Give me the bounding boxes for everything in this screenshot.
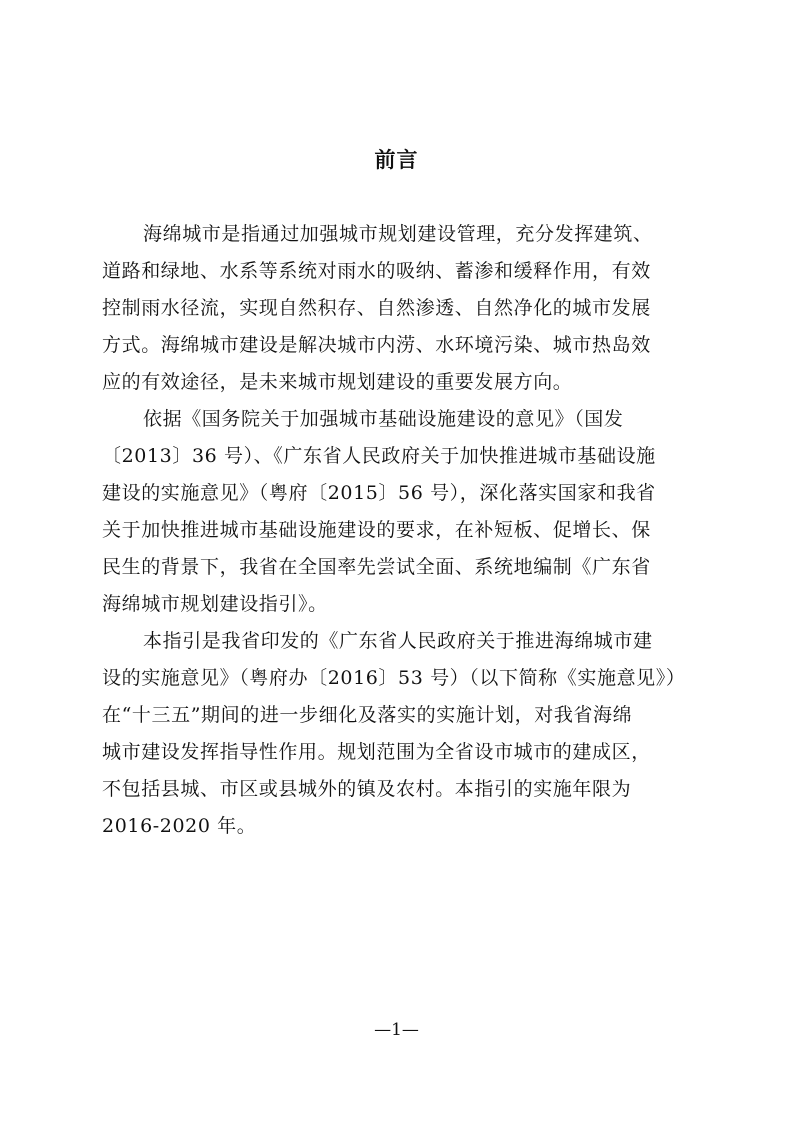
paragraph-2-line: 建设的实施意见》（粤府〔2015〕56 号），深化落实国家和我省 bbox=[102, 482, 656, 504]
page-title: 前言 bbox=[374, 147, 419, 172]
paragraph-2-line: 海绵城市规划建设指引》。 bbox=[102, 593, 328, 615]
paragraph-1-line: 道路和绿地、水系等系统对雨水的吸纳、蓄渗和缓释作用，有效 bbox=[102, 260, 651, 282]
paragraph-3-line: 设的实施意见》（粤府办〔2016〕53 号）（以下简称《实施意见》） bbox=[102, 667, 686, 689]
paragraph-1-line: 方式。海绵城市建设是解决城市内涝、水环境污染、城市热岛效 bbox=[102, 334, 651, 356]
paragraph-2-line: 关于加快推进城市基础设施建设的要求，在补短板、促增长、保 bbox=[102, 519, 651, 541]
paragraph-1-line: 海绵城市是指通过加强城市规划建设管理，充分发挥建筑、 bbox=[143, 223, 653, 245]
paragraph-3-line: 不包括县城、市区或县城外的镇及农村。本指引的实施年限为 bbox=[102, 778, 632, 800]
paragraph-3-line: 本指引是我省印发的《广东省人民政府关于推进海绵城市建 bbox=[143, 630, 653, 652]
paragraph-1-line: 应的有效途径，是未来城市规划建设的重要发展方向。 bbox=[102, 371, 573, 393]
paragraph-3-line: 城市建设发挥指导性作用。规划范围为全省设市城市的建成区， bbox=[102, 741, 651, 763]
paragraph-1-line: 控制雨水径流，实现自然积存、自然渗透、自然净化的城市发展 bbox=[102, 297, 651, 319]
paragraph-2-line: 依据《国务院关于加强城市基础设施建设的意见》（国发 bbox=[143, 408, 624, 430]
page-number: —1— bbox=[374, 1020, 419, 1040]
paragraph-3-line: 2016-2020 年。 bbox=[102, 815, 257, 837]
paragraph-2-line: 民生的背景下，我省在全国率先尝试全面、系统地编制《广东省 bbox=[102, 556, 651, 578]
paragraph-3-line: 在“十三五”期间的进一步细化及落实的实施计划，对我省海绵 bbox=[102, 704, 633, 726]
paragraph-2-line: 〔2013〕36 号）、《广东省人民政府关于加快推进城市基础设施 bbox=[102, 445, 656, 467]
